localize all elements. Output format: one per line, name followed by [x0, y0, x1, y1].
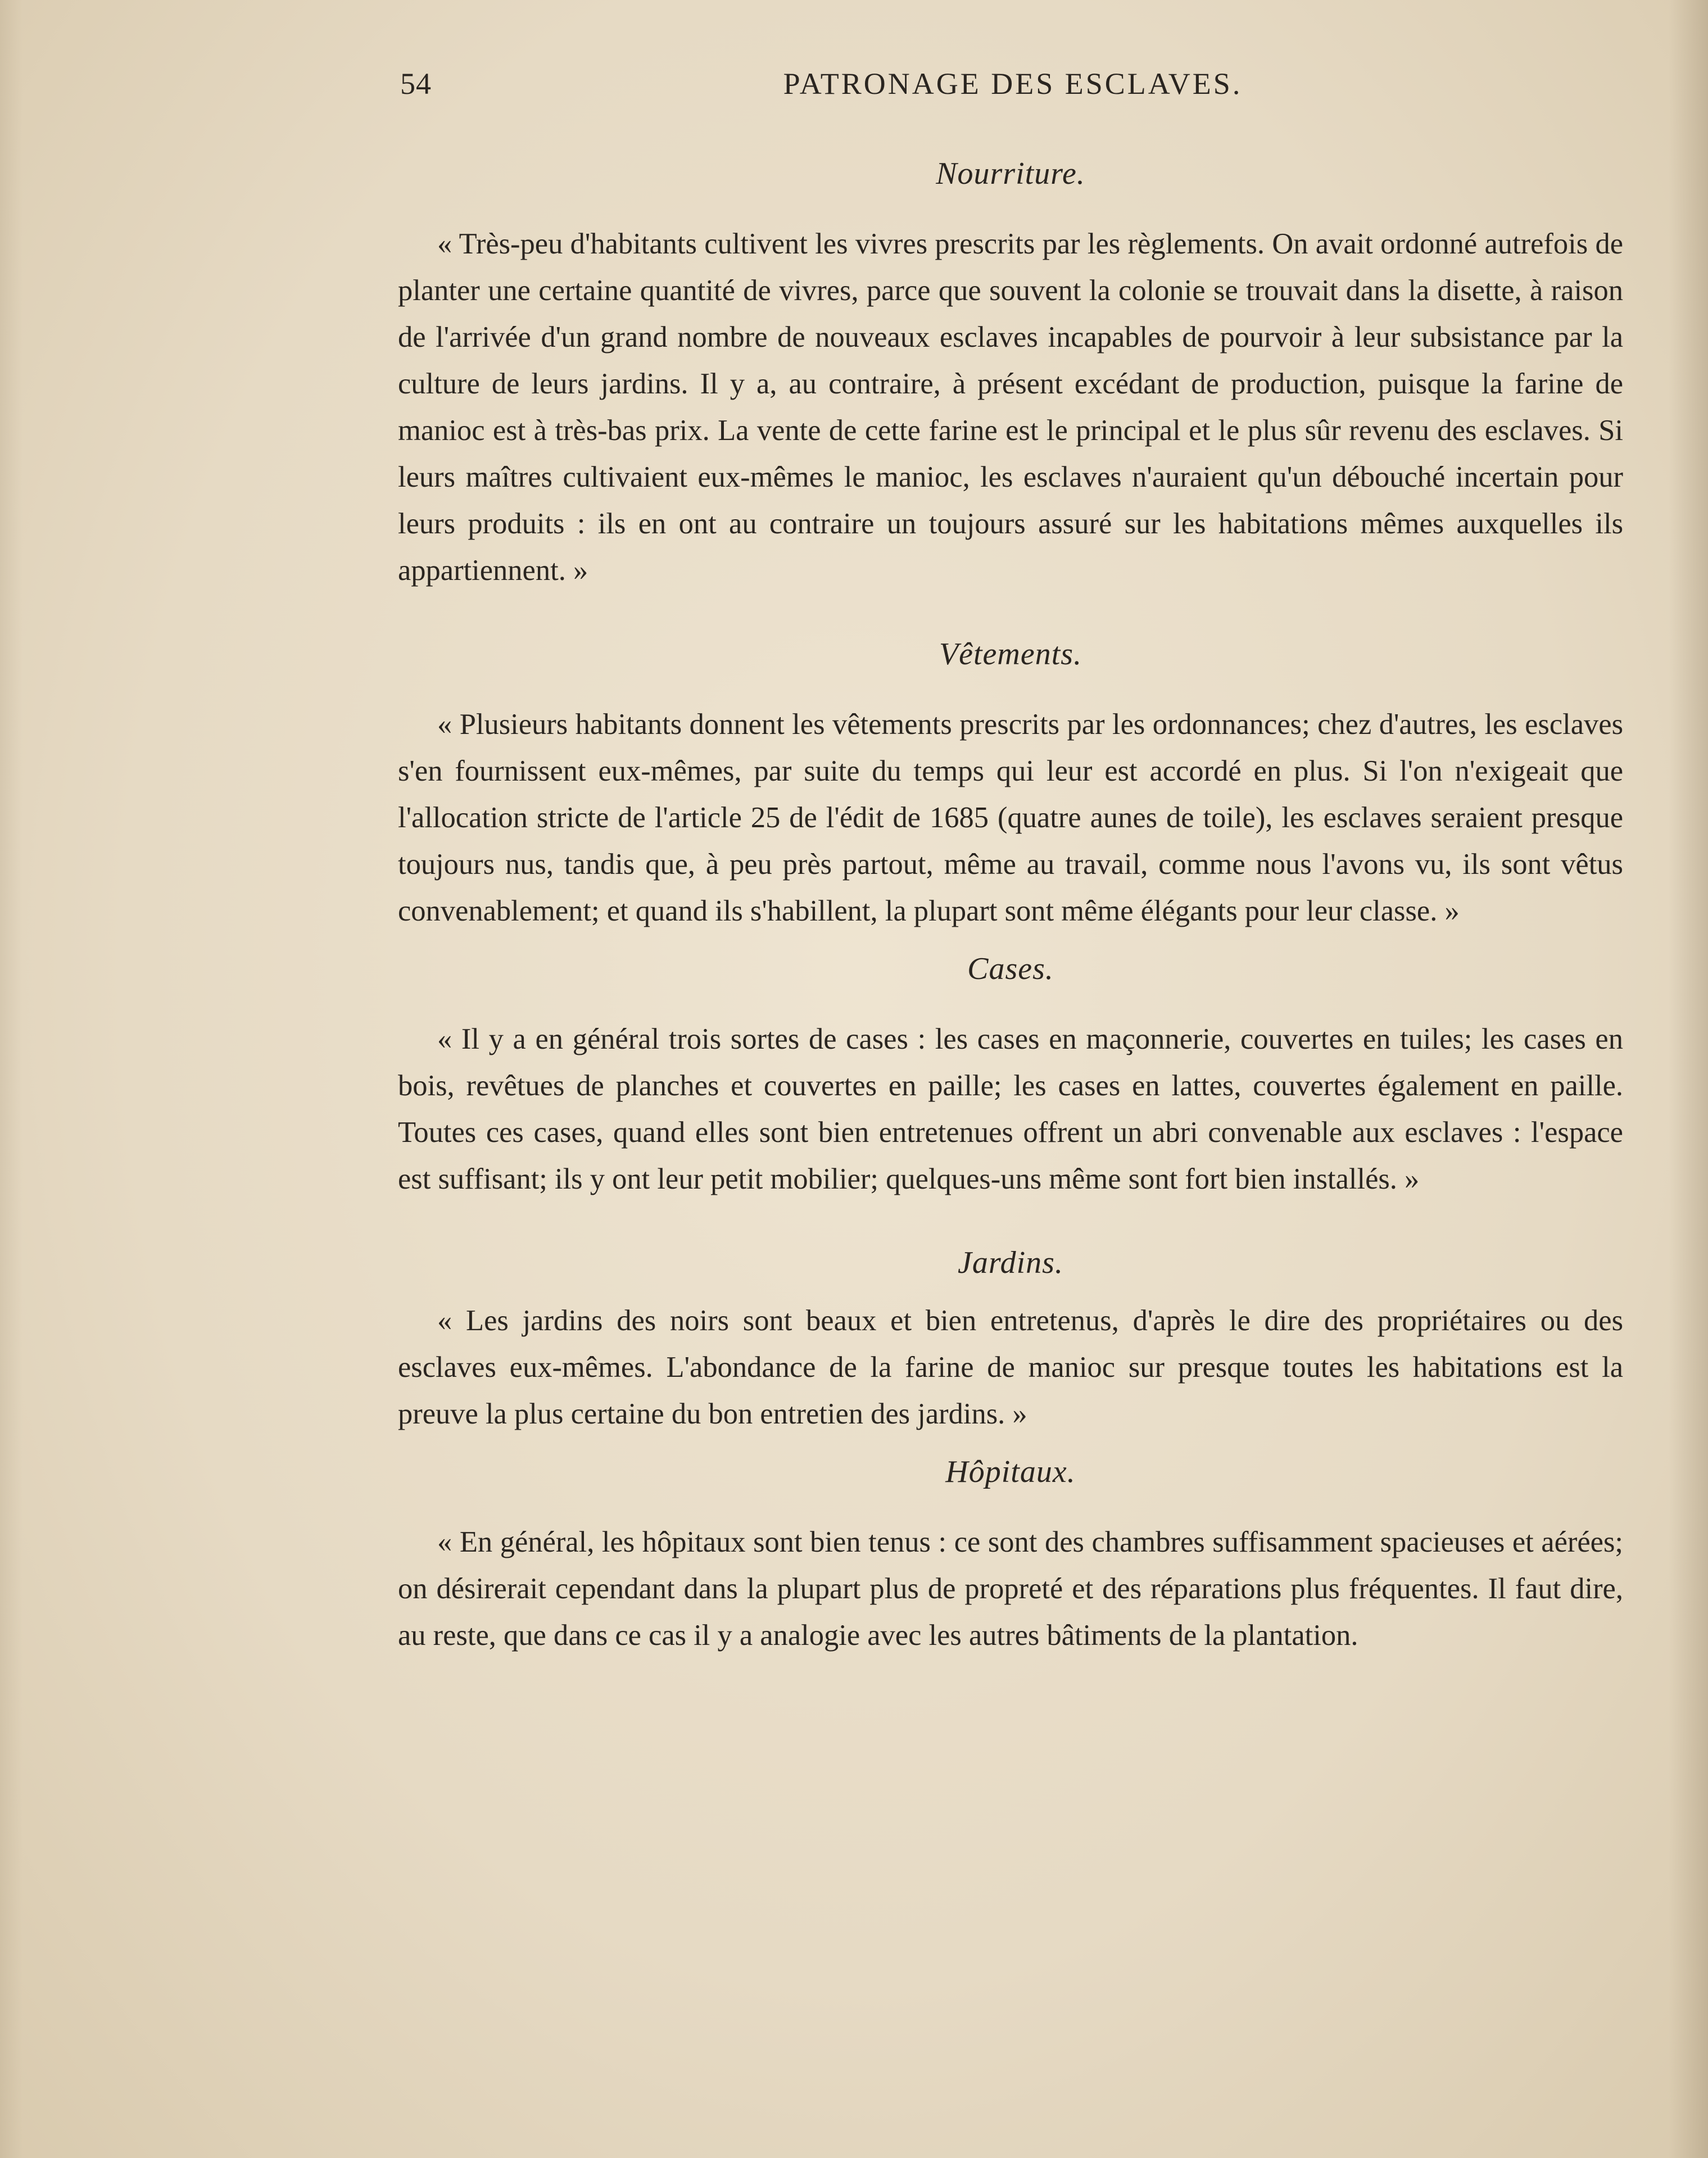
section-title-hopitaux: Hôpitaux.	[945, 1454, 1076, 1489]
page-number: 54	[400, 67, 432, 101]
page-edge-right	[1669, 0, 1708, 2158]
page-header	[400, 66, 1625, 117]
page-body	[398, 151, 1623, 1659]
paragraph-cases: « Il y a en général trois sortes de cases : les cases en maçonnerie, couvertes en tuiles; les cases en bois, revêtues de planches et couvertes en paille; les cases en lattes, couvertes également en paille. Toutes ces cases, quand elles sont bien entretenues offrent un abri convenable aux esclaves : l'espace est suffisant; ils y ont leur petit mobilier; quelques-uns même sont fort bien installés. »	[398, 1023, 1623, 1195]
paragraph-jardins: « Les jardins des noirs sont beaux et bien entretenus, d'après le dire des propriétaires ou des esclaves eux-mêmes. L'abondance de la farine de manioc sur presque toutes les habitations est la preuve la plus certaine du bon entretien des jardins. »	[398, 1304, 1623, 1430]
paragraph-hopitaux: « En général, les hôpitaux sont bien tenus : ce sont des chambres suffisamment spacieuses et aérées; on désirerait cependant dans la plupart plus de propreté et des réparations plus fréquentes. Il faut dire, au reste, que dans ce cas il y a analogie avec les autres bâtiments de la plantation.	[398, 1526, 1623, 1652]
section-title-jardins: Jardins.	[958, 1245, 1063, 1280]
running-title: PATRONAGE DES ESCLAVES.	[783, 67, 1243, 101]
section-title-nourriture: Nourriture.	[936, 156, 1085, 191]
section-title-cases: Cases.	[967, 951, 1054, 986]
page-edge-left	[0, 0, 22, 2158]
section-title-vetements: Vêtements.	[939, 637, 1082, 672]
paragraph-vetements: « Plusieurs habitants donnent les vêtements prescrits par les ordonnances; chez d'autres, les esclaves s'en fournissent eux-mêmes, par suite du temps qui leur est accordé en plus. Si l'on n'exigeait que l'allocation stricte de l'article 25 de l'édit de 1685 (quatre aunes de toile), les esclaves seraient presque toujours nus, tandis que, à peu près partout, même au travail, comme nous l'avons vu, ils sont vêtus convenablement; et quand ils s'habillent, la plupart sont même élégants pour leur classe. »	[398, 708, 1623, 927]
paragraph-nourriture: « Très-peu d'habitants cultivent les vivres prescrits par les règlements. On avait ordonné autrefois de planter une certaine quantité de vivres, parce que souvent la colonie se trouvait dans la disette, à raison de l'arrivée d'un grand nombre de nouveaux esclaves incapables de pourvoir à leur subsistance par la culture de leurs jardins. Il y a, au contraire, à présent excédant de production, puisque la farine de manioc est à très-bas prix. La vente de cette farine est le principal et le plus sûr revenu des esclaves. Si leurs maîtres cultivaient eux-mêmes le manioc, les esclaves n'auraient qu'un débouché incertain pour leurs produits : ils en ont au contraire un toujours assuré sur les habitations mêmes auxquelles ils appartiennent. »	[398, 228, 1623, 587]
